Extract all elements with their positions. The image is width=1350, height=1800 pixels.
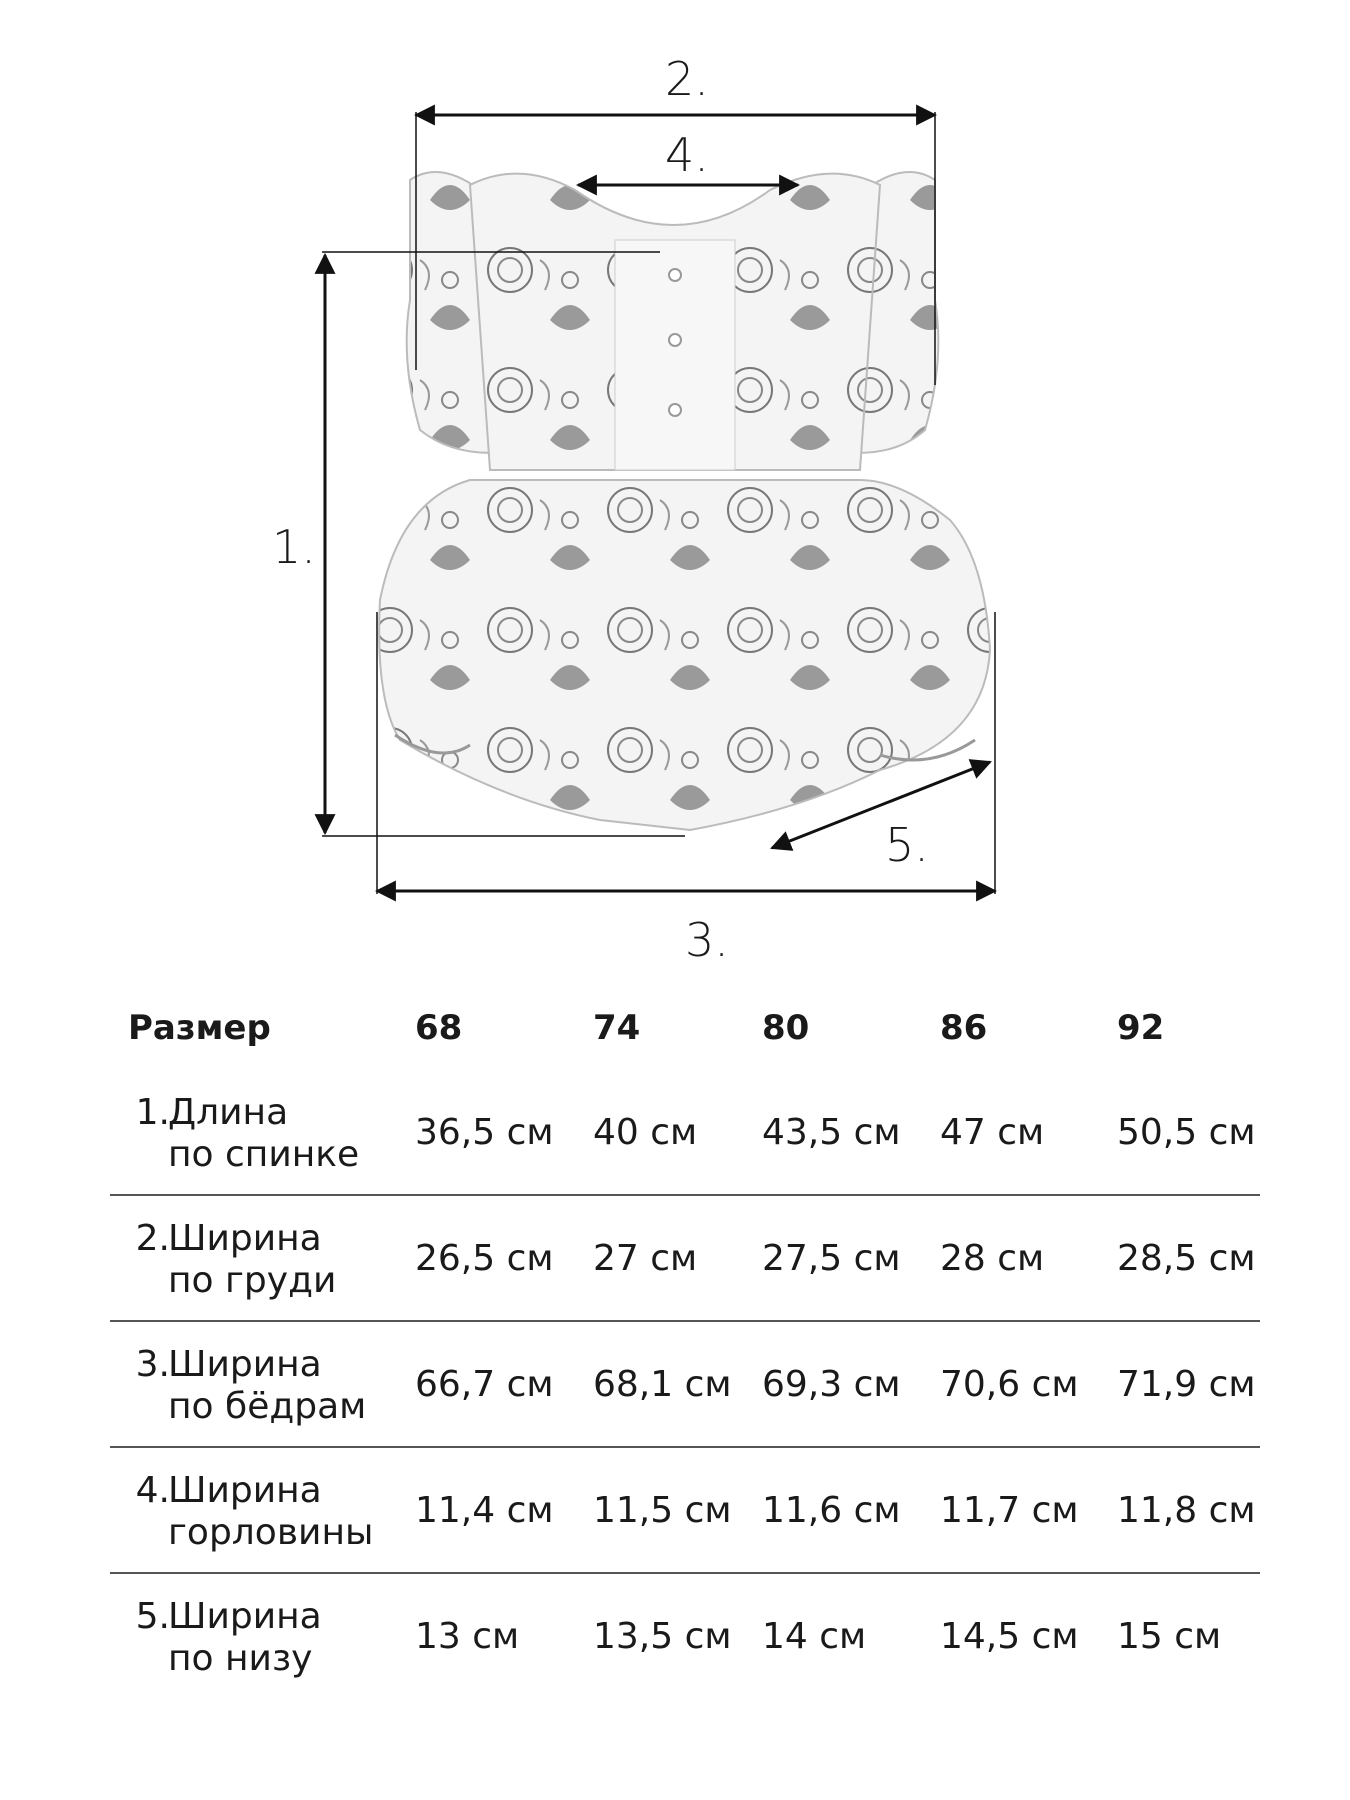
size-header-86: 86 [940,1008,988,1048]
row-label-line1: Ширина [168,1470,322,1511]
row-label-line2: по груди [168,1260,337,1301]
size-header-68: 68 [415,1008,463,1048]
cell-value: 15 см [1117,1616,1222,1657]
cell-value: 70,6 см [940,1364,1079,1405]
cell-value: 28 см [940,1238,1045,1279]
table-row-neck [110,1448,1260,1574]
row-number: 1. [135,1092,170,1133]
row-label-line2: по бёдрам [168,1386,367,1427]
cell-value: 68,1 см [593,1364,732,1405]
cell-value: 40 см [593,1112,698,1153]
row-label [168,1596,322,1680]
table-row-hips [110,1322,1260,1448]
dim-label-4: 4. [665,128,709,182]
cell-value: 36,5 см [415,1112,554,1153]
row-label-line2: по спинке [168,1134,360,1175]
row-label-line1: Ширина [168,1344,322,1385]
size-header-74: 74 [593,1008,641,1048]
row-label-line1: Длина [168,1092,289,1133]
cell-value: 43,5 см [762,1112,901,1153]
row-label-line2: по низу [168,1638,313,1679]
cell-value: 50,5 см [1117,1112,1256,1153]
size-table-header [110,990,1260,1070]
cell-value: 13 см [415,1616,520,1657]
cell-value: 14,5 см [940,1616,1079,1657]
table-row-hem [110,1574,1260,1700]
cell-value: 47 см [940,1112,1045,1153]
size-table [110,990,1260,1700]
row-label-line1: Ширина [168,1218,322,1259]
row-number: 5. [135,1596,170,1637]
dim-label-1: 1. [272,520,316,574]
row-label-line1: Ширина [168,1596,322,1637]
cell-value: 11,5 см [593,1490,732,1531]
dim-label-5: 5. [885,818,929,872]
size-header-label: Размер [128,1008,271,1048]
table-row-length [110,1070,1260,1196]
size-header-80: 80 [762,1008,810,1048]
cell-value: 11,6 см [762,1490,901,1531]
row-label [168,1092,359,1176]
cell-value: 11,4 см [415,1490,554,1531]
cell-value: 28,5 см [1117,1238,1256,1279]
row-number: 4. [135,1470,170,1511]
dim-label-3: 3. [685,913,729,967]
row-label [168,1344,366,1428]
cell-value: 27 см [593,1238,698,1279]
row-number: 2. [135,1218,170,1259]
cell-value: 26,5 см [415,1238,554,1279]
size-header-92: 92 [1117,1008,1165,1048]
row-number: 3. [135,1344,170,1385]
cell-value: 71,9 см [1117,1364,1256,1405]
cell-value: 69,3 см [762,1364,901,1405]
row-label [168,1218,336,1302]
dim-label-2: 2. [665,52,709,106]
cell-value: 13,5 см [593,1616,732,1657]
table-row-chest [110,1196,1260,1322]
row-label-line2: горловины [168,1512,374,1553]
cell-value: 14 см [762,1616,867,1657]
cell-value: 11,7 см [940,1490,1079,1531]
cell-value: 27,5 см [762,1238,901,1279]
cell-value: 11,8 см [1117,1490,1256,1531]
row-label [168,1470,373,1554]
romper-garment [379,172,990,830]
cell-value: 66,7 см [415,1364,554,1405]
